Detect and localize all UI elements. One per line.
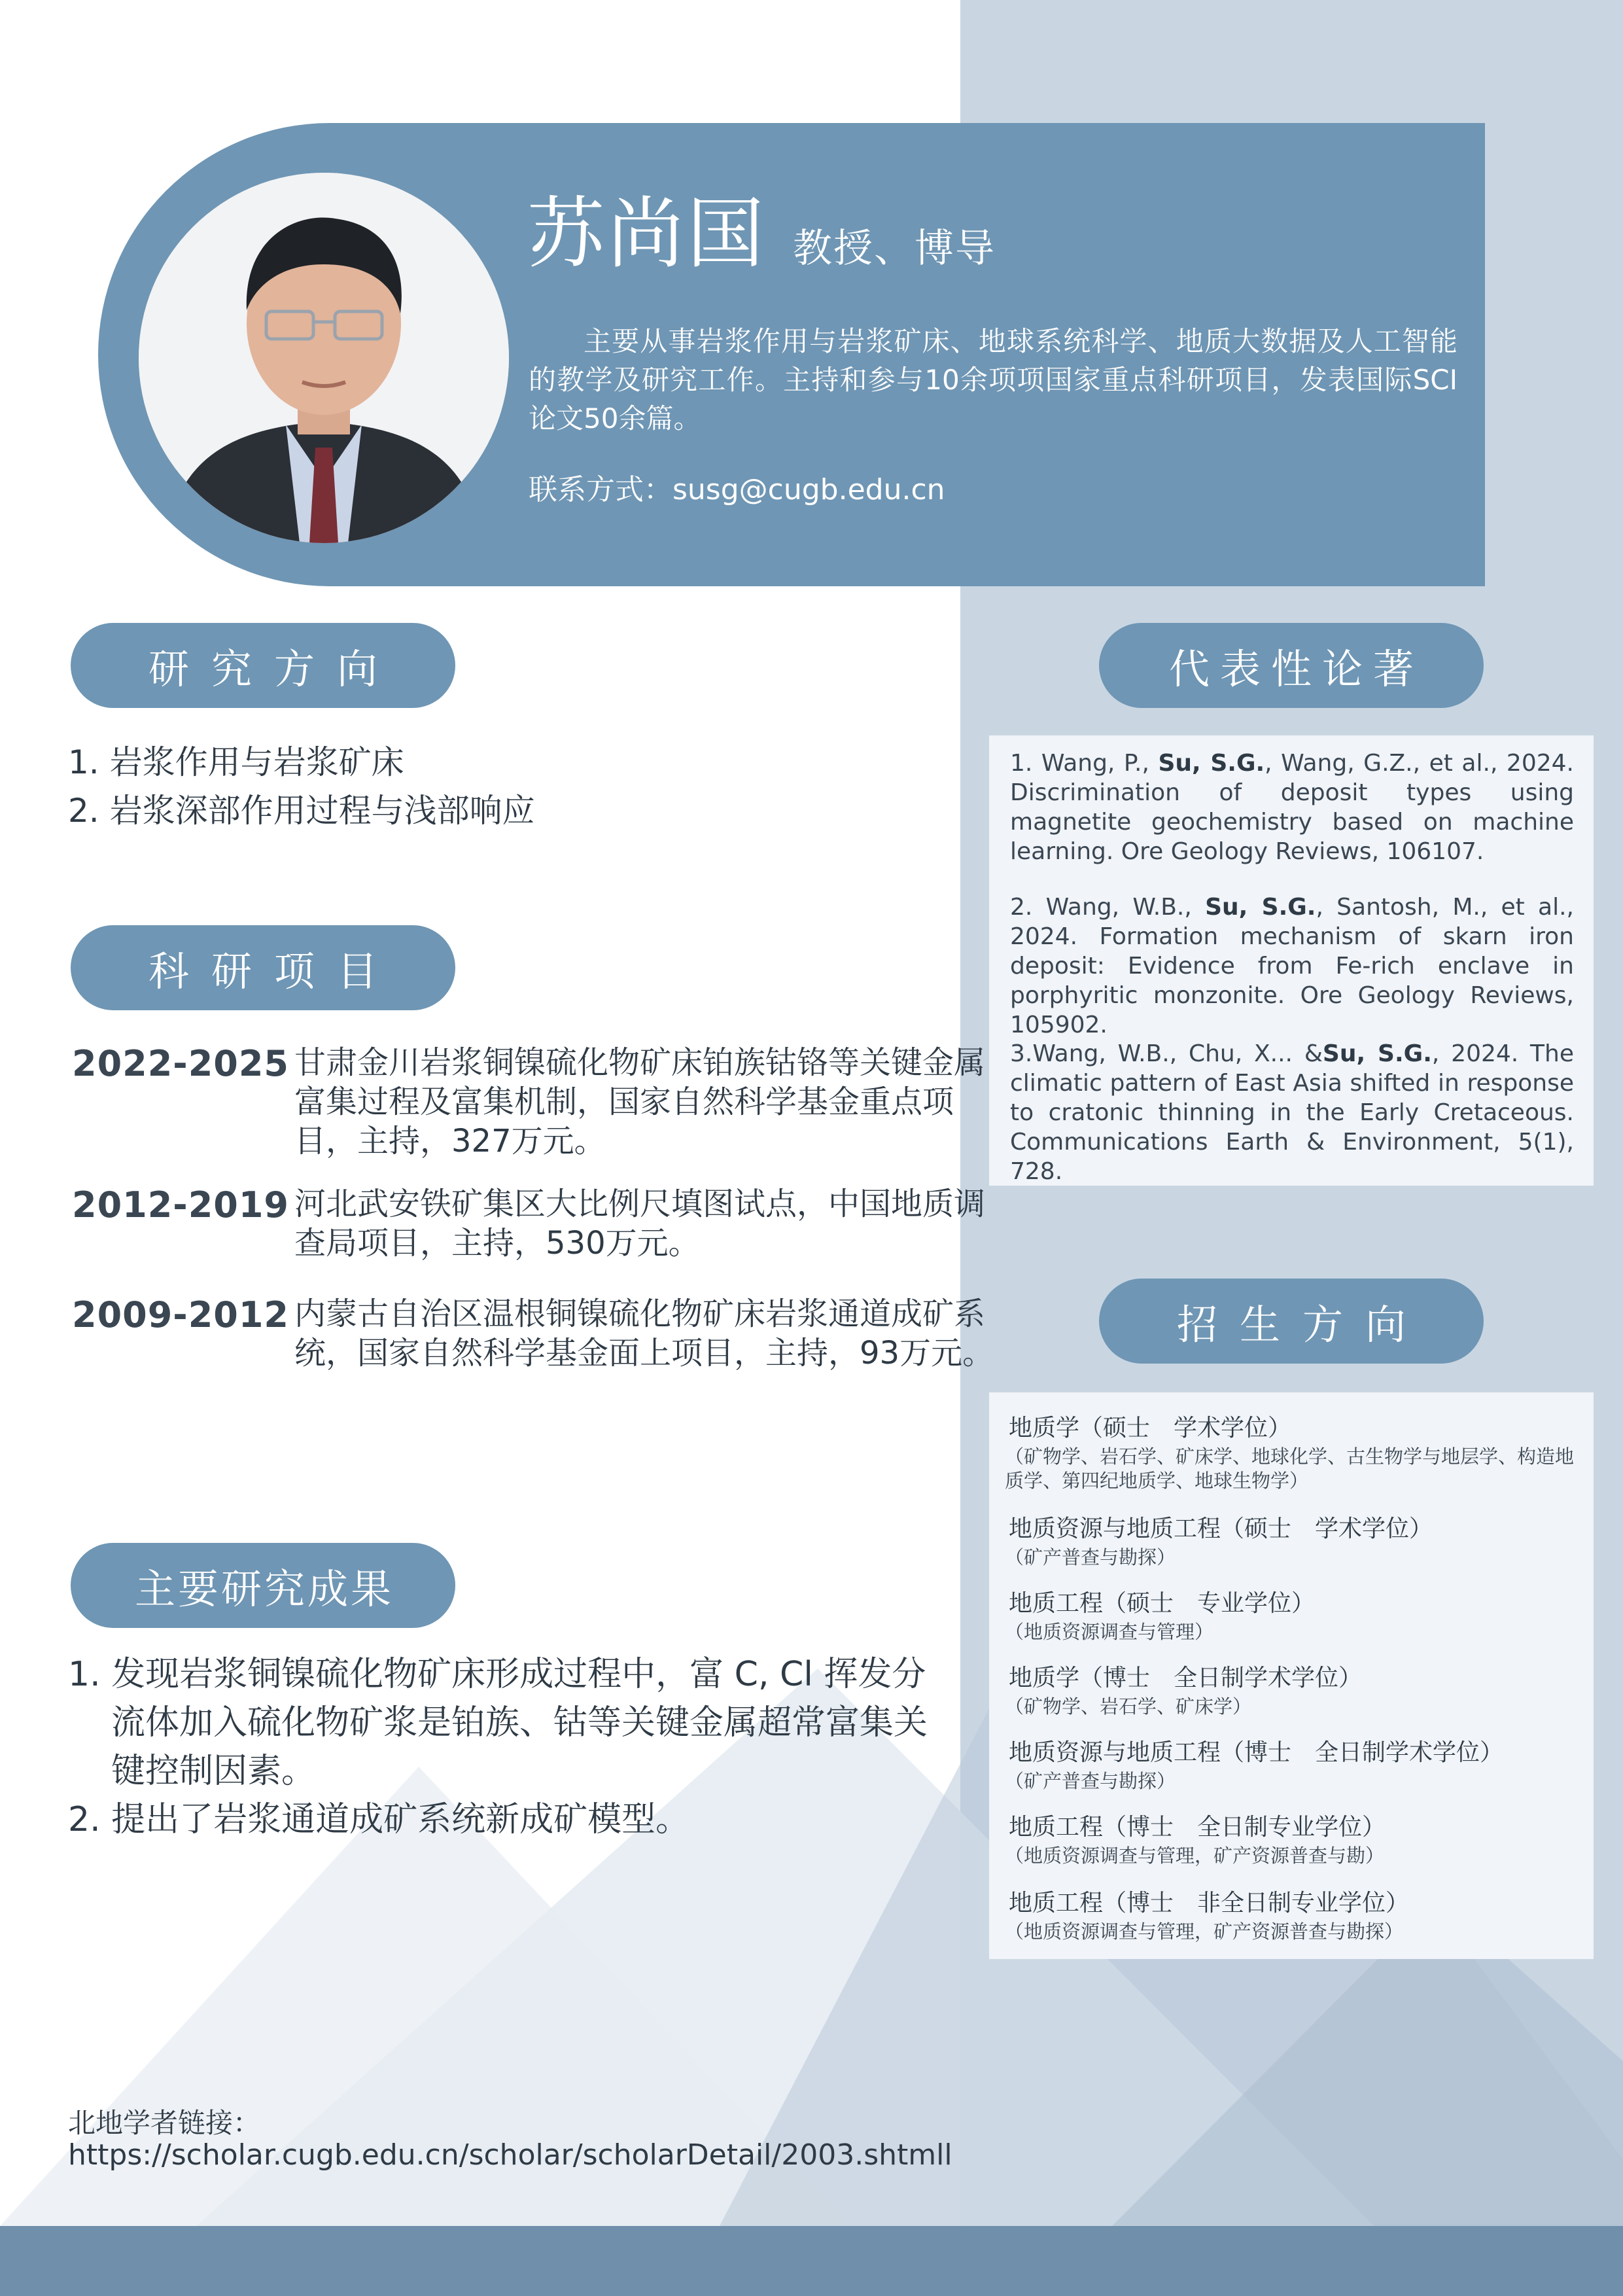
- research-list: [68, 738, 535, 835]
- section-heading-publications: 代表性论著: [1099, 623, 1484, 708]
- section-heading-projects: 科研项目: [71, 925, 455, 1010]
- section-heading-admissions: 招生方向: [1099, 1279, 1484, 1364]
- publication-item: 1. Wang, P., Su, S.G., Wang, G.Z., et al., 2024. Discrimination of deposit types using magnetite geochemistry based on machine learning. Ore Geology Reviews, 106107.: [1010, 750, 1574, 865]
- project-item: [72, 1184, 986, 1263]
- admission-title: 地质学（硕士 学术学位）: [1009, 1415, 1292, 1441]
- achievements-list: [68, 1650, 945, 1844]
- admission-subfields: （矿物学、岩石学、矿床学、地球化学、古生物学与地层学、构造地质学、第四纪地质学、地球生物学）: [1005, 1445, 1575, 1492]
- admission-subfields: （地质资源调查与管理，矿产资源普查与勘）: [1005, 1845, 1385, 1867]
- list-item: 1. 发现岩浆铜镍硫化物矿床形成过程中，富 C, Cl 挥发分流体加入硫化物矿浆是铂族、钴等关键金属超常富集关键控制因素。: [68, 1655, 928, 1791]
- admission-subfields: （矿产普查与勘探）: [1005, 1770, 1176, 1792]
- admission-title: 地质资源与地质工程（博士 全日制学术学位）: [1009, 1739, 1504, 1766]
- project-years: 2012-2019: [72, 1184, 289, 1226]
- project-description: 甘肃金川岩浆铜镍硫化物矿床铂族钴铬等关键金属富集过程及富集机制，国家自然科学基金重点项目，主持，327万元。: [294, 1044, 986, 1159]
- admission-title: 地质工程（硕士 专业学位）: [1009, 1590, 1316, 1617]
- scholar-link[interactable]: https://scholar.cugb.edu.cn/scholar/scholarDetail/2003.shtmll: [68, 2138, 952, 2172]
- project-description: 河北武安铁矿集区大比例尺填图试点，中国地质调查局项目，主持，530万元。: [294, 1186, 986, 1262]
- list-item: 2. 岩浆深部作用过程与浅部响应: [68, 792, 535, 830]
- list-item: 1. 岩浆作用与岩浆矿床: [68, 743, 404, 781]
- admission-subfields: （矿产普查与勘探）: [1005, 1546, 1176, 1568]
- project-item: [72, 1043, 986, 1161]
- project-years: 2022-2025: [72, 1043, 289, 1084]
- person-portrait-icon: [139, 173, 509, 543]
- admission-subfields: （地质资源调查与管理）: [1005, 1621, 1214, 1643]
- contact-email: 联系方式：susg@cugb.edu.cn: [529, 473, 945, 506]
- list-item: 2. 提出了岩浆通道成矿系统新成矿模型。: [68, 1800, 690, 1839]
- project-years: 2009-2012: [72, 1294, 289, 1335]
- scholar-link-label: 北地学者链接：: [68, 2107, 261, 2139]
- person-name: 苏尚国: [527, 188, 767, 279]
- section-heading-research: 研究方向: [71, 623, 455, 708]
- person-title: 教授、博导: [793, 226, 996, 272]
- admissions-box: [989, 1392, 1594, 1959]
- admission-title: 地质工程（博士 非全日制专业学位）: [1009, 1890, 1410, 1916]
- profile-intro: 主要从事岩浆作用与岩浆矿床、地球系统科学、地质大数据及人工智能的教学及研究工作。主持和参与10余项项国家重点科研项目，发表国际SCI论文50余篇。: [529, 325, 1457, 434]
- admission-subfields: （矿物学、岩石学、矿床学）: [1005, 1695, 1252, 1718]
- project-item: [72, 1294, 994, 1412]
- publication-item: 2. Wang, W.B., Su, S.G., Santosh, M., et al., 2024. Formation mechanism of skarn iron deposit: Evidence from Fe-rich enclave in porphyritic monzonite. Ore Geology Reviews, 105902.: [1010, 894, 1574, 1038]
- project-description: 内蒙古自治区温根铜镍硫化物矿床岩浆通道成矿系统，国家自然科学基金面上项目，主持，93万元。: [294, 1296, 994, 1371]
- publications-box: [989, 735, 1594, 1186]
- footer-bar: [0, 2226, 1623, 2296]
- admission-subfields: （地质资源调查与管理，矿产资源普查与勘探）: [1005, 1920, 1404, 1943]
- admission-title: 地质学（博士 全日制学术学位）: [1009, 1665, 1363, 1691]
- profile-photo: [139, 173, 509, 543]
- publication-item: 3.Wang, W.B., Chu, X... &Su, S.G., 2024. The climatic pattern of East Asia shifted in response to cratonic thinning in the Early Cretaceous. Communications Earth & Environment, 5(1), 728.: [1010, 1040, 1575, 1185]
- admission-title: 地质资源与地质工程（硕士 学术学位）: [1009, 1515, 1433, 1542]
- section-heading-achievements: 主要研究成果: [71, 1543, 455, 1628]
- admission-title: 地质工程（博士 全日制专业学位）: [1009, 1814, 1386, 1841]
